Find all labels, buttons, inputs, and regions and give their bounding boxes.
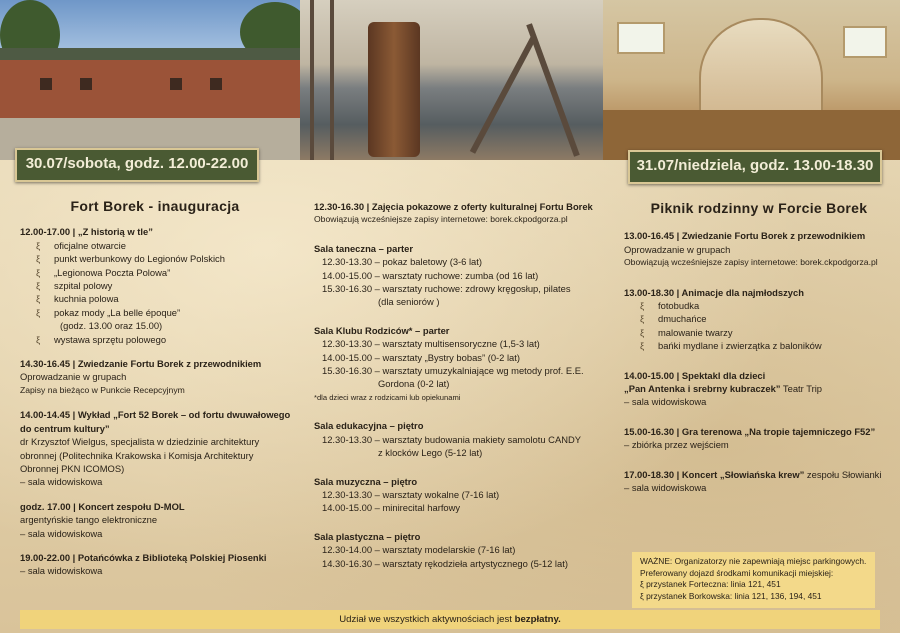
room-title: Sala muzyczna – piętro xyxy=(314,475,418,487)
event-lecture xyxy=(20,408,300,488)
list-item: ξ wystawa sprzętu polowego xyxy=(20,333,300,346)
event-line: argentyńskie tango elektroniczne xyxy=(20,514,158,526)
workshops-column xyxy=(314,200,614,581)
event-line: obronnej (Politechnika Krakowska i Komisja Architektury xyxy=(20,449,254,461)
parking-notice xyxy=(632,552,875,608)
window-shape xyxy=(210,78,222,90)
event-line: – zbiórka przez wejściem xyxy=(624,439,729,451)
list-item: ξ bańki mydlane i zwierzątka z baloników xyxy=(624,339,894,352)
event-guided-tour xyxy=(20,357,300,397)
event-title: 19.00-22.00 | Potańcówka z Biblioteką Polskiej Piosenki xyxy=(20,551,267,563)
event-title: 13.00-18.30 | Animacje dla najmłodszych xyxy=(624,286,804,298)
event-line: – sala widowiskowa xyxy=(624,396,707,408)
event-history xyxy=(20,225,300,346)
pole-shape xyxy=(330,0,334,160)
sunday-column xyxy=(624,200,894,506)
event-title: godz. 17.00 | Koncert zespołu D-MOL xyxy=(20,500,185,512)
event-line: 14.00-15.00 – warsztaty ruchowe: zumba (od 16 lat) xyxy=(322,269,539,281)
beam-shape xyxy=(526,23,580,157)
list-item: ξ szpital polowy xyxy=(20,279,300,292)
room-art xyxy=(314,530,614,570)
event-field-game xyxy=(624,425,894,452)
event-line: – sala widowiskowa xyxy=(20,476,103,488)
event-line: – sala widowiskowa xyxy=(20,527,103,539)
event-dance xyxy=(20,551,300,578)
event-line: 14.00-15.00 – minirecital harfowy xyxy=(322,502,461,514)
event-title: 15.00-16.30 | Gra terenowa „Na tropie tajemniczego F52” xyxy=(624,425,876,437)
list-item: ξ fotobudka xyxy=(624,299,894,312)
date-badge-sunday: 31.07/niedziela, godz. 13.00-18.30 xyxy=(628,150,882,184)
event-line: 12.30-13.30 – pokaz baletowy (3-6 lat) xyxy=(322,256,482,268)
event-title: 14.00-15.00 | Spektakl dla dzieci xyxy=(624,369,766,381)
footer-text: Udział we wszystkich aktywnościach jest xyxy=(339,614,515,625)
footer-bold: bezpłatny. xyxy=(514,614,561,625)
window-shape xyxy=(170,78,182,90)
event-line: Oprowadzanie w grupach xyxy=(624,243,731,255)
event-title: do centrum kultury” xyxy=(20,422,110,434)
parking-line: WAŻNE: Organizatorzy nie zapewniają miejsc parkingowych. xyxy=(640,556,867,566)
sunday-heading: Piknik rodzinny w Forcie Borek xyxy=(650,200,868,216)
show-theatre: Teatr Trip xyxy=(780,383,822,395)
event-title xyxy=(624,468,894,481)
room-music xyxy=(314,475,614,515)
room-title: Sala plastyczna – piętro xyxy=(314,530,421,542)
fort-interior-photo xyxy=(300,0,603,160)
event-line: – sala widowiskowa xyxy=(20,565,103,577)
event-line: (dla seniorów ) xyxy=(378,296,440,308)
show-title: „Pan Antenka i srebrny kubraczek” xyxy=(624,383,781,395)
room-title: Sala edukacyjna – piętro xyxy=(314,420,424,432)
event-title: 12.00-17.00 | „Z historią w tle” xyxy=(20,226,153,238)
event-title: 13.00-16.45 | Zwiedzanie Fortu Borek z przewodnikiem xyxy=(624,230,866,242)
event-title: 14.00-14.45 | Wykład „Fort 52 Borek – od fortu dwuwałowego xyxy=(20,409,291,421)
window-shape xyxy=(617,22,665,54)
list-item: ξ dmuchańce xyxy=(624,312,894,325)
pole-shape xyxy=(310,0,314,160)
window-shape xyxy=(40,78,52,90)
wall-shape xyxy=(0,60,300,122)
window-shape xyxy=(843,26,887,58)
date-badge-saturday: 30.07/sobota, godz. 12.00-22.00 xyxy=(15,148,259,182)
event-line: – sala widowiskowa xyxy=(624,482,707,494)
event-line: 15.30-16.30 – warsztaty ruchowe: zdrowy kręgosłup, pilates xyxy=(322,283,571,295)
event-title: 14.30-16.45 | Zwiedzanie Fortu Borek z przewodnikiem xyxy=(20,358,262,370)
parking-line: ξ przystanek Borkowska: linia 121, 136, 194, 451 xyxy=(640,590,822,601)
event-concert-dmol xyxy=(20,500,300,540)
event-line: Obowiązują wcześniejsze zapisy internetowe: borek.ckpodgorza.pl xyxy=(314,214,568,225)
event-animations xyxy=(624,286,894,353)
free-entry-footer xyxy=(20,610,880,629)
list-item-note: (godz. 13.00 oraz 15.00) xyxy=(60,320,163,332)
event-line: 12.30-13.30 – warsztaty wokalne (7-16 lat) xyxy=(322,488,500,500)
event-line: 14.30-16.30 – warsztaty rękodzieła artystycznego (5-12 lat) xyxy=(322,557,568,569)
window-shape xyxy=(80,78,92,90)
event-line: Oprowadzanie w grupach xyxy=(20,371,127,383)
event-line xyxy=(624,382,894,395)
event-title-rest: zespołu Słowianki xyxy=(804,468,882,480)
event-line: 12.30-14.00 – warsztaty modelarskie (7-16 lat) xyxy=(322,544,516,556)
casemate-interior-photo xyxy=(603,0,900,160)
beam-shape xyxy=(470,36,536,154)
parking-line: Preferowany dojazd środkami komunikacji miejskiej: xyxy=(640,567,834,578)
event-line: 14.00-15.00 – warsztaty „Bystry bobas” (0-2 lat) xyxy=(322,351,521,363)
event-line: Obowiązują wcześniejsze zapisy internetowe: borek.ckpodgorza.pl xyxy=(624,257,878,268)
event-title: 12.30-16.30 | Zajęcia pokazowe z oferty kulturalnej Fortu Borek xyxy=(314,201,593,212)
list-item: ξ „Legionowa Poczta Polowa” xyxy=(20,266,300,279)
room-title: Sala Klubu Rodziców* – parter xyxy=(314,324,450,336)
event-line: Obronnej PKN ICOMOS) xyxy=(20,462,125,474)
list-item: ξ kuchnia polowa xyxy=(20,292,300,305)
event-line: dr Krzysztof Wielgus, specjalista w dziedzinie architektury xyxy=(20,436,260,448)
parking-line: ξ przystanek Forteczna: linia 121, 451 xyxy=(640,579,781,590)
list-item: ξ oficjalne otwarcie xyxy=(20,239,300,252)
event-demo-classes xyxy=(314,200,614,227)
saturday-column xyxy=(20,200,300,589)
list-item: ξ punkt werbunkowy do Legionów Polskich xyxy=(20,252,300,265)
saturday-heading: Fort Borek - inauguracja xyxy=(70,198,240,214)
room-dance xyxy=(314,242,614,309)
room-title: Sala taneczna – parter xyxy=(314,242,414,254)
event-line: Zapisy na bieżąco w Punkcie Recepcyjnym xyxy=(20,384,185,395)
list-item: ξ malowanie twarzy xyxy=(624,326,894,339)
event-line: Gordona (0-2 lat) xyxy=(378,378,450,390)
room-parents-club xyxy=(314,324,614,404)
event-kids-show xyxy=(624,369,894,409)
event-concert-slowianki xyxy=(624,468,894,495)
footnote: *dla dzieci wraz z rodzicami lub opiekunami xyxy=(314,392,461,402)
list-item: ξ pokaz mody „La belle époque” xyxy=(20,306,300,319)
room-education xyxy=(314,419,614,459)
event-guided-tour-sunday xyxy=(624,229,894,269)
event-title-bold: 17.00-18.30 | Koncert „Słowiańska krew” xyxy=(624,468,805,480)
rusty-cylinder-shape xyxy=(368,22,420,157)
event-line: 12.30-13.30 – warsztaty multisensoryczne (1,5-3 lat) xyxy=(322,338,540,350)
event-line: 15.30-16.30 – warsztaty umuzykalniające wg metody prof. E.E. xyxy=(322,365,584,377)
event-line: z klocków Lego (5-12 lat) xyxy=(378,447,483,459)
event-line: 12.30-13.30 – warsztaty budowania makiety samolotu CANDY xyxy=(322,433,581,445)
fort-exterior-photo xyxy=(0,0,300,160)
